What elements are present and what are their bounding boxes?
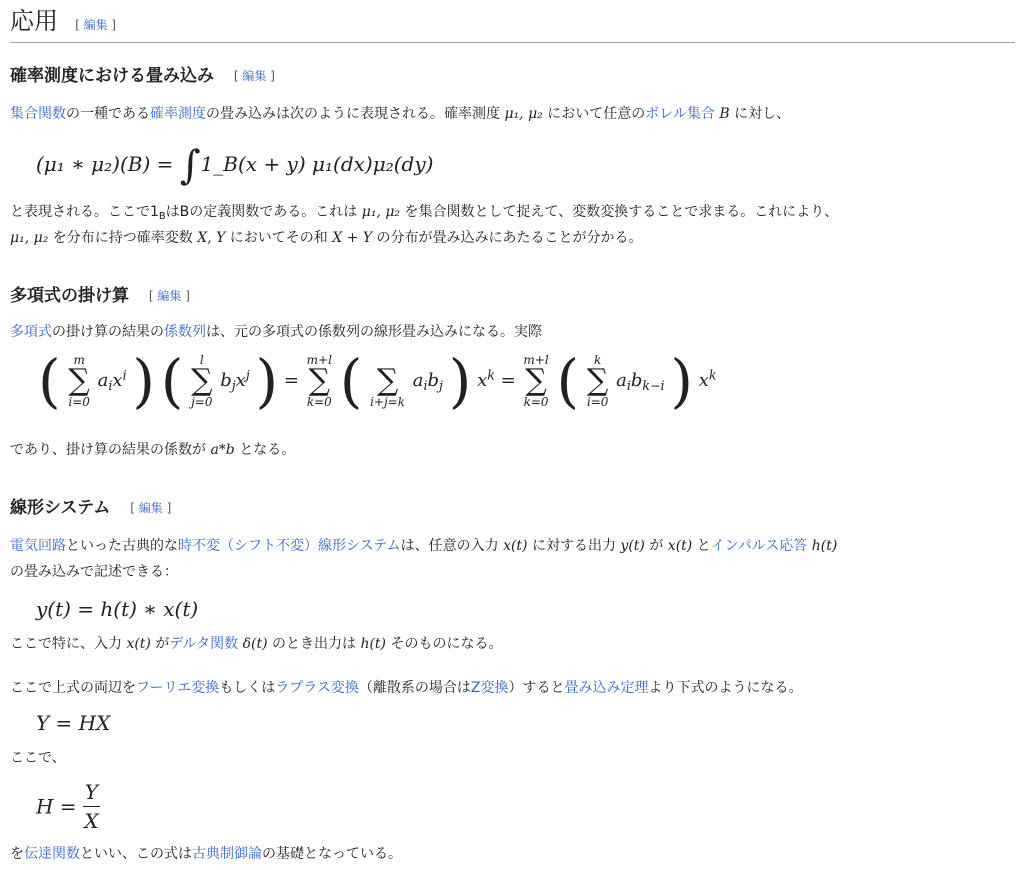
text: に対し、	[729, 106, 791, 122]
link-borel-set[interactable]: ボレル集合	[645, 106, 715, 122]
sum-lower: i=0	[68, 395, 90, 409]
link-classical-control[interactable]: 古典制御論	[192, 846, 262, 862]
sum-symbol: l ∑ j=0	[191, 353, 213, 409]
subheading-edit: [ 編集 ]	[148, 289, 190, 303]
text: そのものになる。	[386, 636, 503, 652]
text: に対する出力	[527, 538, 621, 554]
math-inline: h(t)	[811, 538, 838, 554]
text: が	[644, 538, 668, 554]
edit-link[interactable]: 編集	[83, 18, 108, 32]
section-edit	[75, 18, 116, 32]
text: もしくは	[219, 680, 276, 696]
integral-sign: ∫	[179, 142, 201, 189]
link-probability-measure[interactable]: 確率測度	[150, 106, 206, 122]
paragraph	[10, 560, 1015, 584]
math-inline: h(t)	[360, 636, 387, 652]
edit-bracket-close: ]	[107, 18, 117, 32]
math-inline: X, Y	[197, 230, 226, 246]
paragraph	[10, 534, 1015, 558]
text: の畳み込みは次のように表現される。確率測度	[206, 106, 505, 122]
math-inline: X + Y	[332, 230, 373, 246]
subheading-title: 多項式の掛け算	[10, 286, 129, 306]
text: の分布が畳み込みにあたることが分かる。	[372, 230, 643, 246]
text: の掛け算の結果の	[52, 324, 164, 340]
text: といった古典的な	[66, 538, 178, 554]
paragraph	[10, 320, 1015, 344]
denominator: X	[84, 809, 99, 833]
sum-lower: i+j=k	[370, 395, 406, 409]
sum-symbol: m ∑ i=0	[68, 353, 90, 409]
paragraph	[10, 226, 1015, 250]
paragraph	[10, 632, 1015, 656]
section-heading	[10, 4, 1015, 43]
sum-lower: j=0	[191, 395, 213, 409]
sum-symbol: m+l ∑ k=0	[523, 353, 549, 409]
eq-lhs: H =	[36, 794, 83, 819]
paragraph	[10, 676, 1015, 700]
subheading-title: 確率測度における畳み込み	[10, 66, 214, 86]
subheading-polynomial	[10, 284, 190, 308]
link-electric-circuit[interactable]: 電気回路	[10, 538, 66, 554]
math-inline: μ₁, μ₂	[361, 204, 401, 220]
text: の基礎となっている。	[262, 846, 402, 862]
paragraph	[10, 200, 1015, 229]
edit-bracket-open: [	[75, 18, 84, 32]
paragraph	[10, 746, 1015, 770]
paren-close: )	[448, 347, 472, 415]
math-inline: μ₁, μ₂	[504, 106, 543, 122]
sum-upper: k	[593, 353, 602, 367]
paren-close: )	[670, 347, 693, 415]
text: であり、掛け算の結果の係数が	[10, 442, 211, 458]
edit-link[interactable]: 編集	[157, 289, 182, 303]
paren-close: )	[132, 347, 155, 415]
text: ここで上式の両辺を	[10, 680, 136, 696]
math-inline: B	[719, 106, 730, 122]
text: を	[10, 846, 24, 862]
subscript: B	[158, 210, 166, 222]
text: ここで、	[10, 750, 66, 766]
text: の畳み込みで記述できる：	[10, 564, 178, 580]
equation-text: Y = HX	[36, 711, 111, 735]
numerator: Y	[83, 778, 100, 807]
sum-upper: m	[73, 353, 85, 367]
text: と表現される。ここで1	[10, 204, 159, 220]
paren-close: )	[255, 347, 279, 415]
link-set-function[interactable]: 集合関数	[10, 106, 66, 122]
link-convolution-theorem[interactable]: 畳み込み定理	[564, 680, 649, 696]
equation-text: y(t) = h(t) ∗ x(t)	[36, 597, 199, 621]
text: となる。	[234, 442, 296, 458]
section-title: 応用	[10, 7, 58, 35]
math-inline: δ(t)	[242, 636, 268, 652]
math-inline: x(t)	[667, 538, 693, 554]
eq-rhs: 1_B(x + y) μ₁(dx)μ₂(dy)	[200, 152, 434, 176]
paren-open: (	[339, 347, 363, 415]
equals: =	[283, 370, 299, 391]
sum-lower: k=0	[523, 395, 549, 409]
text: において任意の	[542, 106, 646, 122]
text: （離散系の場合は	[358, 680, 471, 696]
sum-upper: l	[199, 353, 204, 367]
math-inline: y(t)	[620, 538, 645, 554]
subheading-probability	[10, 64, 275, 88]
paragraph	[10, 102, 1015, 126]
sum-symbol: ∑ i+j=k	[370, 363, 406, 409]
text: と	[692, 538, 711, 554]
text: は、元の多項式の係数列の線形畳み込みになる。実際	[206, 324, 542, 340]
sum-lower: k=0	[306, 395, 332, 409]
link-z-transform[interactable]: Z変換	[470, 680, 509, 696]
sum-upper: m+l	[523, 353, 549, 367]
paragraph	[10, 842, 1015, 866]
subheading-edit: [ 編集 ]	[233, 69, 275, 83]
subheading-linear-system	[10, 496, 171, 520]
sum-lower: i=0	[586, 395, 609, 409]
link-fourier-transform[interactable]: フーリエ変換	[136, 680, 220, 696]
paren-open: (	[38, 347, 61, 415]
link-polynomial[interactable]: 多項式	[10, 324, 52, 340]
link-delta-function[interactable]: デルタ関数	[169, 636, 239, 652]
math-inline: x(t)	[503, 538, 528, 554]
text: より下式のようになる。	[648, 680, 803, 696]
math-inline: a*b	[210, 442, 235, 458]
edit-link[interactable]: 編集	[242, 69, 267, 83]
equation-transfer	[36, 708, 110, 738]
paren-open: (	[556, 347, 580, 415]
sum-symbol: k ∑ i=0	[586, 353, 609, 409]
text: が	[150, 636, 170, 652]
fraction	[83, 778, 100, 835]
math-inline: x(t)	[126, 636, 151, 652]
link-laplace-transform[interactable]: ラプラス変換	[275, 680, 359, 696]
text: といい、この式は	[80, 846, 192, 862]
equation-output	[36, 594, 198, 624]
sum-symbol: m+l ∑ k=0	[306, 353, 332, 409]
subheading-title: 線形システム	[10, 498, 111, 518]
subheading-edit: [ 編集 ]	[130, 501, 172, 515]
text: はBの定義関数である。これは	[165, 204, 362, 220]
paren-open: (	[160, 347, 184, 415]
math-inline: μ₁, μ₂	[10, 230, 49, 246]
link-lti-system[interactable]: 時不変（シフト不変）線形システム	[178, 538, 401, 554]
text: を分布に持つ確率変数	[48, 230, 198, 246]
link-transfer-function[interactable]: 伝達関数	[24, 846, 80, 862]
text: ）すると	[508, 680, 565, 696]
text: のとき出力は	[267, 636, 361, 652]
equation-transfer-function	[36, 778, 100, 835]
text: を集合関数として捉えて、変数変換することで求まる。これにより、	[400, 204, 839, 220]
link-impulse-response[interactable]: インパルス応答	[710, 538, 808, 554]
equation-polynomial-product: ( m ∑ i=0 $a_ix^i$ ) ( l ∑ j=0 $b_jx^j$ ) = m+l ∑ k=0 ( ∑ i+j=k $a_ib_j$ ) $x^k$ = m+l ∑ k=0 ( k ∑ i=0 $a_ib_{k-i}$ ) $x^k$	[38, 347, 717, 415]
text: の一種である	[66, 106, 150, 122]
text: ここで特に、入力	[10, 636, 127, 652]
edit-link[interactable]: 編集	[138, 501, 163, 515]
equation-convolution-measure	[36, 138, 433, 192]
link-coefficient-sequence[interactable]: 係数列	[164, 324, 206, 340]
eq-lhs: (μ₁ ∗ μ₂)(B) =	[36, 152, 180, 176]
text: においてその和	[225, 230, 333, 246]
sum-upper: m+l	[306, 353, 332, 367]
paragraph	[10, 438, 1015, 462]
text: は、任意の入力	[400, 538, 504, 554]
